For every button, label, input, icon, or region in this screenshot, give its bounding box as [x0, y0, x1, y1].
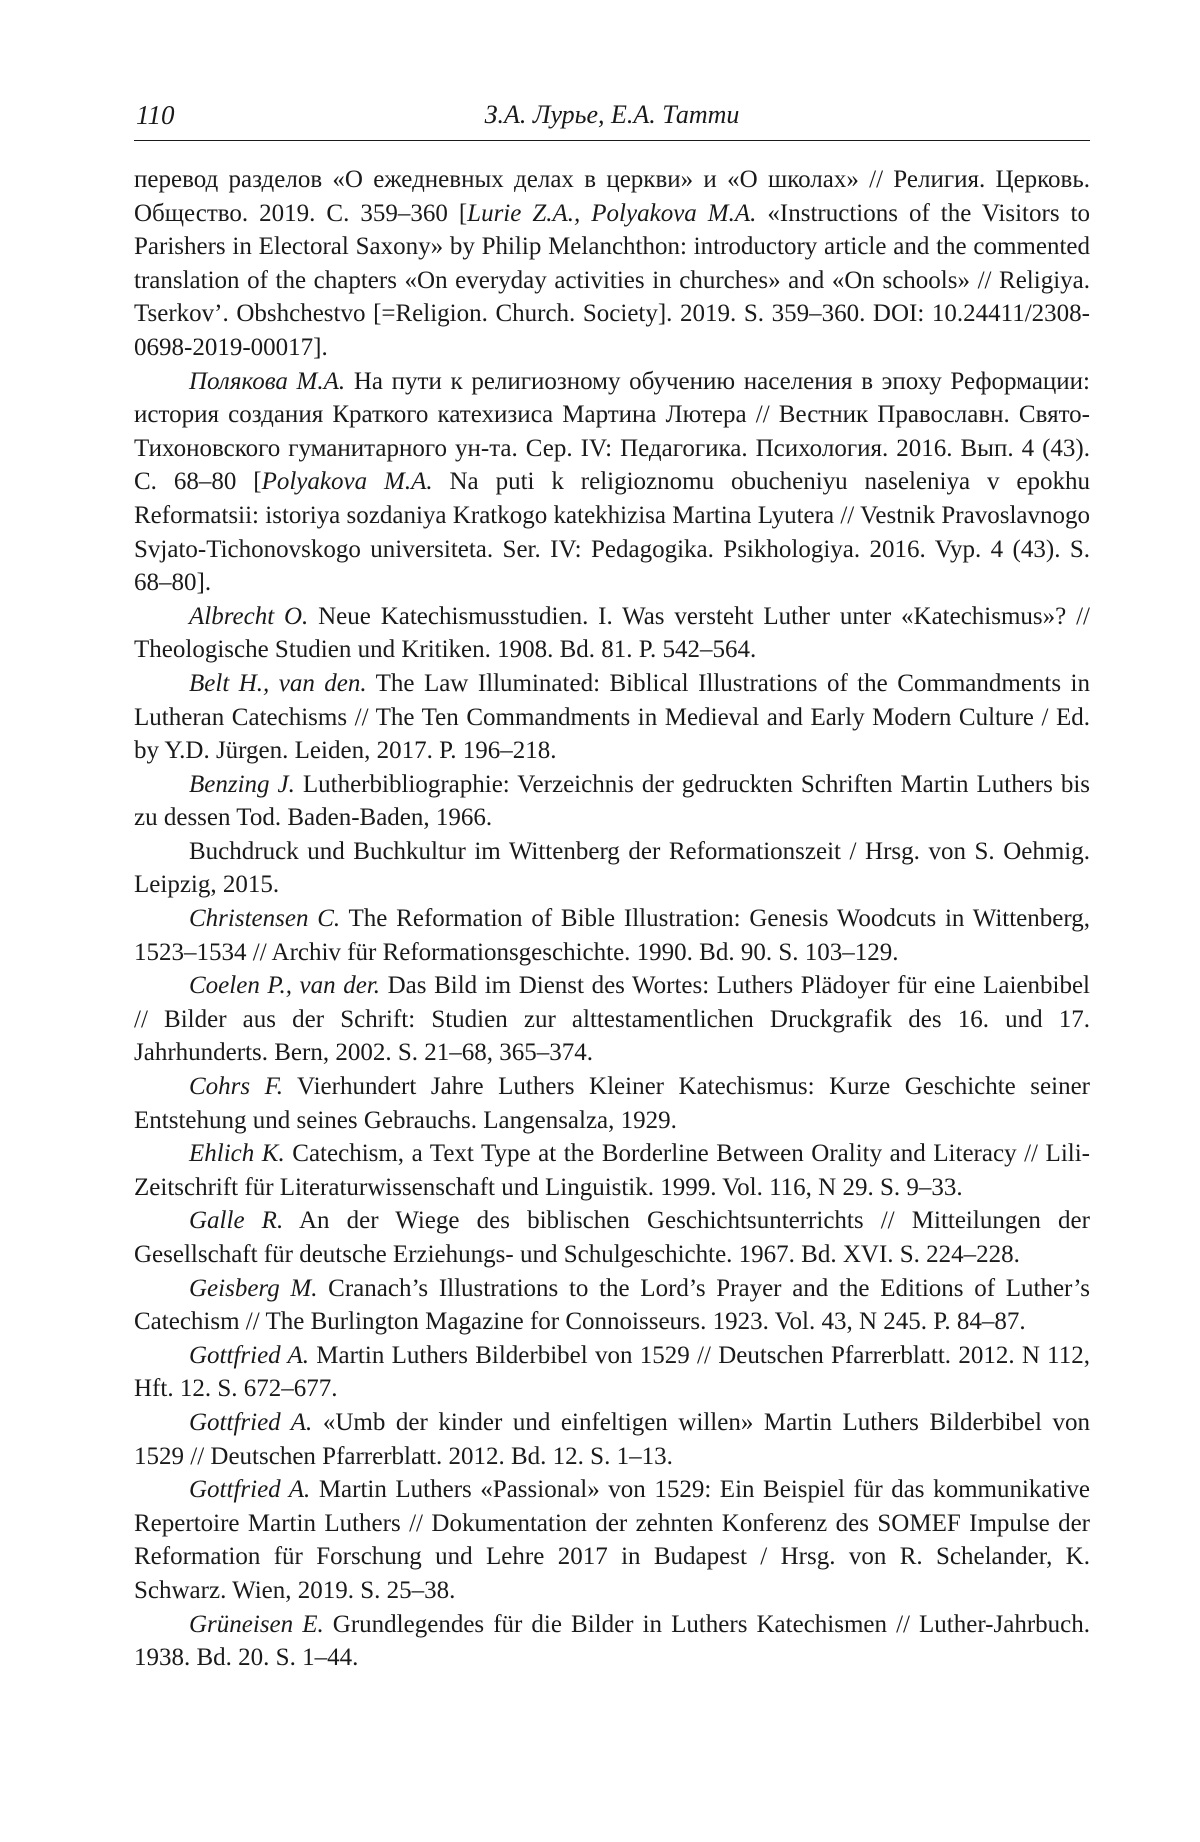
reference-author: Coelen P., van der. [189, 972, 380, 999]
reference-text: «Umb der kinder und einfeltigen willen» Martin Luthers Bilderbibel von 1529 // Deutschen Pfarrerblatt. 2012. Bd. 12. S. 1–13. [134, 1409, 1090, 1470]
reference-entry [134, 1608, 1090, 1675]
reference-text: Das Bild im Dienst des Wortes: Luthers Plädoyer für eine Laienbibel // Bilder aus der Schrift: Studien zur alttestamentlichen Druckgrafik des 16. und 17. Jahrhunderts. Bern, 2002. S. 21–68, 365–374. [134, 972, 1090, 1066]
reference-entry [134, 667, 1090, 768]
reference-entry [134, 1070, 1090, 1137]
reference-entry [134, 1137, 1090, 1204]
reference-author: Gottfried A. [189, 1476, 310, 1503]
reference-entry [134, 768, 1090, 835]
reference-entry [134, 1272, 1090, 1339]
page [0, 0, 1200, 1842]
reference-entry [134, 902, 1090, 969]
reference-translit-author: Polyakova M.A. [262, 468, 433, 495]
reference-text: Martin Luthers «Passional» von 1529: Ein Beispiel für das kommunikative Repertoire Martin Luthers // Dokumentation der zehnten Konferenz des SOMEF Impulse der Reformation für Forschung und Lehre 2017 in Budapest / Hrsg. von R. Schelander, K. Schwarz. Wien, 2019. S. 25–38. [134, 1476, 1090, 1604]
reference-text: An der Wiege des biblischen Geschichtsunterrichts // Mitteilungen der Gesellschaft für deutsche Erziehungs- und Schulgeschichte. 1967. Bd. XVI. S. 224–228. [134, 1207, 1090, 1268]
page-number: 110 [136, 100, 175, 131]
reference-author: Gottfried A. [189, 1342, 309, 1369]
reference-text: перевод разделов «О ежедневных делах в церкви» и «О школах» // Религия. Церковь. Общество. 2019. С. 359–360 [ [134, 166, 1090, 227]
reference-translit-text: «Instructions of the Visitors to Parishers in Electoral Saxony» by Philip Melanchthon: introductory article and the commented translation of the chapters «On everyday activities in churches» and «On schools» // Religiya. Tserkov’. Obshchestvo [=Religion. Church. Society]. 2019. S. 359–360. DOI: 10.24411/2308-0698-2019-00017]. [134, 200, 1090, 361]
reference-author: Grüneisen E. [189, 1611, 324, 1638]
reference-author: Benzing J. [189, 771, 295, 798]
reference-text: Martin Luthers Bilderbibel von 1529 // Deutschen Pfarrerblatt. 2012. N 112, Hft. 12. S. 672–677. [134, 1342, 1090, 1403]
reference-author: Galle R. [189, 1207, 283, 1234]
reference-text: Grundlegendes für die Bilder in Luthers Katechismen // Luther-Jahrbuch. 1938. Bd. 20. S. 1–44. [134, 1611, 1090, 1672]
reference-text: The Law Illuminated: Biblical Illustrations of the Commandments in Lutheran Catechisms // The Ten Commandments in Medieval and Early Modern Culture / Ed. by Y.D. Jürgen. Leiden, 2017. P. 196–218. [134, 670, 1090, 764]
reference-author: Cohrs F. [189, 1073, 283, 1100]
reference-text: Catechism, a Text Type at the Borderline Between Orality and Literacy // Lili-Zeitschrift für Literaturwissenschaft und Linguistik. 1999. Vol. 116, N 29. S. 9–33. [134, 1140, 1090, 1201]
reference-author: Ehlich K. [189, 1140, 285, 1167]
reference-author: Geisberg M. [189, 1275, 317, 1302]
reference-entry [134, 1204, 1090, 1271]
reference-entry [134, 1473, 1090, 1607]
reference-translit-author: Lurie Z.A., Polyakova M.A. [467, 200, 756, 227]
page-header [134, 94, 1090, 141]
running-title: З.А. Лурье, Е.А. Татти [134, 100, 1090, 130]
reference-text: The Reformation of Bible Illustration: Genesis Woodcuts in Wittenberg, 1523–1534 // Archiv für Reformationsgeschichte. 1990. Bd. 90. S. 103–129. [134, 905, 1090, 966]
reference-author: Belt H., van den. [189, 670, 367, 697]
reference-entry [134, 835, 1090, 902]
reference-entry [134, 1406, 1090, 1473]
reference-author: Albrecht O. [189, 603, 308, 630]
reference-translit-text: Na puti k religioznomu obucheniyu naseleniya v epokhu Reformatsii: istoriya sozdaniya Kratkogo katekhizisa Martina Lyutera // Vestnik Pravoslavnogo Svjato-Tichonovskogo universiteta. Ser. IV: Pedagogika. Psikhologiya. 2016. Vyp. 4 (43). S. 68–80]. [134, 468, 1090, 596]
reference-author: Christensen C. [189, 905, 340, 932]
reference-text: На пути к религиозному обучению населения в эпоху Реформации: история создания Краткого катехизиса Мартина Лютера // Вестник Православн. Свято-Тихоновского гуманитарного ун-та. Сер. IV: Педагогика. Психология. 2016. Вып. 4 (43). С. 68–80 [ [134, 368, 1090, 496]
reference-entry [134, 600, 1090, 667]
reference-text: Neue Katechismusstudien. I. Was versteht Luther unter «Katechismus»? // Theologische Studien und Kritiken. 1908. Bd. 81. P. 542–564. [134, 603, 1090, 664]
reference-text: Vierhundert Jahre Luthers Kleiner Katechismus: Kurze Geschichte seiner Entstehung und seines Gebrauchs. Langensalza, 1929. [134, 1073, 1090, 1134]
reference-list [134, 163, 1090, 1675]
reference-author: Gottfried A. [189, 1409, 312, 1436]
reference-entry [134, 969, 1090, 1070]
reference-text: Lutherbibliographie: Verzeichnis der gedruckten Schriften Martin Luthers bis zu dessen Tod. Baden-Baden, 1966. [134, 771, 1090, 832]
reference-text: Buchdruck und Buchkultur im Wittenberg der Reformationszeit / Hrsg. von S. Oehmig. Leipzig, 2015. [134, 838, 1090, 899]
reference-entry [134, 163, 1090, 365]
reference-entry [134, 365, 1090, 600]
reference-text: Cranach’s Illustrations to the Lord’s Prayer and the Editions of Luther’s Catechism // The Burlington Magazine for Connoisseurs. 1923. Vol. 43, N 245. P. 84–87. [134, 1275, 1090, 1336]
reference-entry [134, 1339, 1090, 1406]
reference-author: Полякова М.А. [189, 368, 345, 395]
